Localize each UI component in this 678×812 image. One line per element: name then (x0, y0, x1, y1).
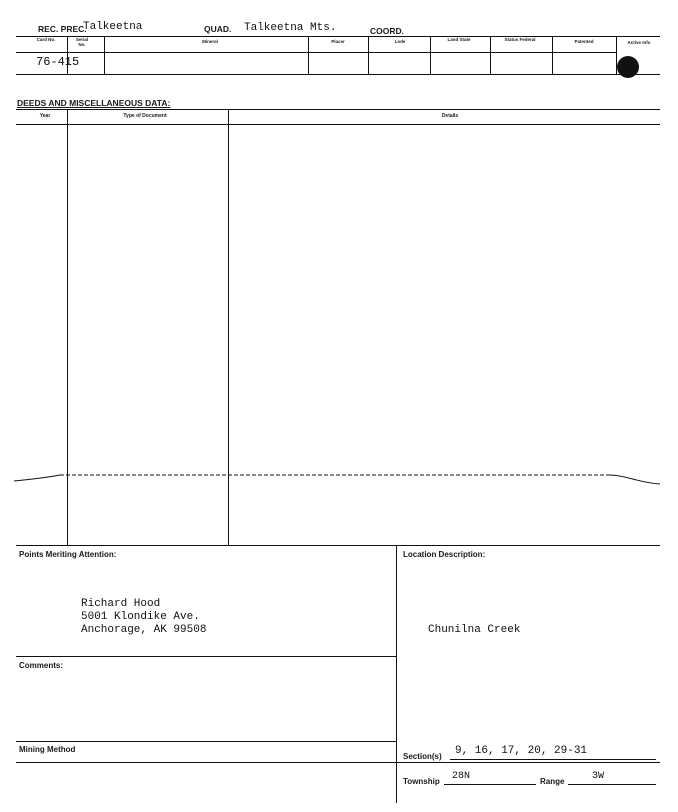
col-lode: Lode (394, 39, 406, 44)
col-placer: Placer (331, 39, 345, 44)
header-rule-mid (16, 52, 616, 53)
deeds-rule-top (16, 109, 660, 110)
sections-value: 9, 16, 17, 20, 29-31 (455, 745, 588, 757)
quad-value: Talkeetna Mts. (244, 22, 337, 34)
col-land-state: Land State (447, 37, 471, 42)
col-active-info: Active Info (627, 40, 651, 45)
township-value: 28N (452, 771, 471, 782)
comments-rule (16, 656, 396, 657)
points-label: Points Meriting Attention: (19, 550, 117, 559)
range-value: 3W (592, 771, 605, 782)
sections-underline (450, 759, 656, 760)
fold-line (0, 466, 678, 490)
points-line-3: Anchorage, AK 99508 (81, 624, 207, 636)
card-number: 76-415 (36, 55, 80, 69)
deeds-rule-header (16, 124, 660, 125)
comments-label: Comments: (19, 661, 64, 670)
punch-hole (617, 56, 639, 78)
range-label: Range (540, 777, 565, 786)
lower-divider (396, 545, 397, 803)
coord-label: COORD. (370, 26, 404, 36)
header-rule-bottom (16, 74, 660, 75)
range-underline (568, 784, 656, 785)
deeds-title: DEEDS AND MISCELLANEOUS DATA: (17, 98, 171, 108)
mining-rule (16, 741, 396, 742)
col-type-of-document: Type of Document (123, 113, 167, 119)
col-serial-no: Serial No. (75, 37, 89, 47)
sections-label: Section(s) (403, 752, 442, 761)
location-rule (396, 762, 660, 763)
mining-rule-bottom (16, 762, 396, 763)
lower-rule-top (16, 545, 660, 546)
rec-prec-label: REC. PREC. (38, 24, 87, 34)
col-mineral: Mineral (202, 39, 218, 44)
points-line-2: 5001 Klondike Ave. (81, 611, 200, 623)
points-line-1: Richard Hood (81, 598, 161, 610)
township-underline (444, 784, 536, 785)
col-details: Details (441, 113, 459, 119)
quad-label: QUAD. (204, 24, 232, 34)
col-patented: Patented (574, 39, 594, 44)
col-status-federal: Status Federal (504, 37, 536, 42)
location-label: Location Description: (403, 550, 486, 559)
township-label: Township (403, 777, 440, 786)
location-value: Chunilna Creek (428, 624, 521, 636)
col-year: Year (39, 113, 51, 119)
rec-prec-value: Talkeetna (83, 21, 143, 33)
header-rule-top (16, 36, 660, 37)
col-card-no: Card No. (36, 37, 56, 42)
mining-method-label: Mining Method (19, 745, 76, 754)
